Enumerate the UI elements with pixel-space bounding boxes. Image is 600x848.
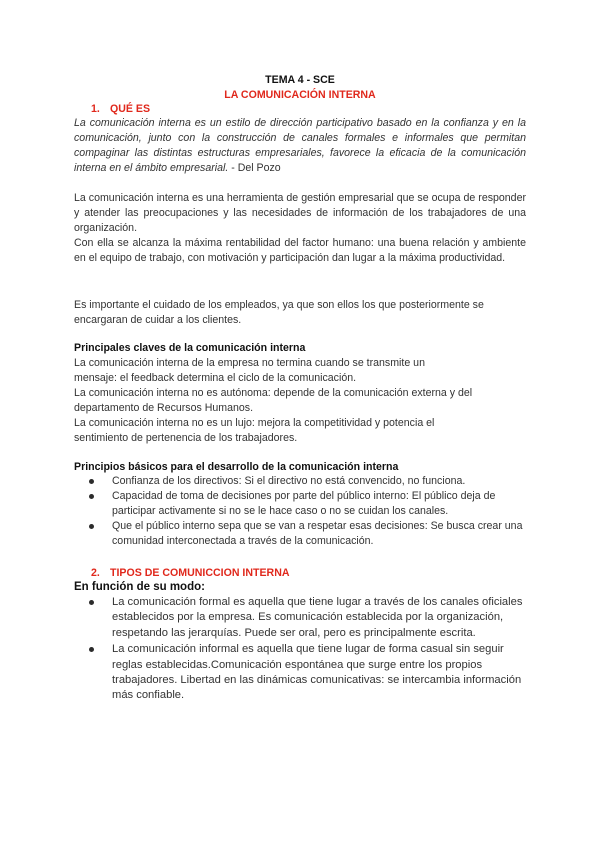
- definition-quote: [74, 116, 526, 176]
- paragraph-rentabilidad: Con ella se alcanza la máxima rentabilidad del factor humano: una buena relación y ambiente en el equipo de trabajo, con motivación y participación dan lugar a la máxima productividad.: [74, 237, 526, 264]
- list-item-text: Capacidad de toma de decisiones por parte del público interno: El público deja de participar activamente si no se le hace caso o no se cuidan los canales.: [112, 490, 496, 517]
- claves-line: mensaje: el feedback determina el ciclo de la comunicación.: [74, 372, 357, 384]
- document-title: TEMA 4 - SCE: [265, 74, 335, 86]
- section-2-number: 2.: [91, 567, 100, 579]
- list-item: [74, 595, 526, 641]
- list-item: [74, 519, 526, 549]
- list-item: [74, 642, 526, 704]
- claves-line: La comunicación interna no es autónoma: depende de la comunicación externa y del: [74, 387, 473, 399]
- list-item-text: La comunicación formal es aquella que tiene lugar a través de los canales oficiales establecidos por la empresa. Es comunicación establecida por la organización, respetando las jerarquías. Puede ser oral, pero es principalmente escrita.: [112, 596, 523, 639]
- list-item-text: Que el público interno sepa que se van a respetar esas decisiones: Se busca crear una comunidad interconectada a través de la comunicación.: [112, 520, 523, 547]
- section-1-number: 1.: [91, 103, 100, 115]
- document-subtitle: LA COMUNICACIÓN INTERNA: [224, 89, 376, 101]
- principios-list: [74, 474, 526, 549]
- claves-heading: Principales claves de la comunicación interna: [74, 342, 306, 354]
- list-item: [74, 474, 526, 489]
- quote-text: La comunicación interna es un estilo de dirección participativo basado en la confianza y en la comunicación, junto con la construcción de canales formales e informales que permitan compaginar las distintas estructuras empresariales, favorece la eficacia de la comunicación interna en el ámbito empresarial.: [74, 117, 526, 174]
- list-item-text: Confianza de los directivos: Si el directivo no está convencido, no funciona.: [112, 475, 466, 487]
- bullet-icon: [89, 600, 94, 605]
- section-2-heading: [91, 566, 543, 581]
- bullet-icon: [89, 494, 94, 499]
- claves-line: La comunicación interna no es un lujo: mejora la competitividad y potencia el: [74, 417, 435, 429]
- intro-paragraphs: [74, 191, 526, 266]
- claves-line: sentimiento de pertenencia de los trabajadores.: [74, 432, 298, 444]
- quote-author: - Del Pozo: [228, 162, 281, 174]
- section-1-title: QUÉ ES: [110, 103, 151, 115]
- claves-line: departamento de Recursos Humanos.: [74, 402, 254, 414]
- bullet-icon: [89, 524, 94, 529]
- list-item-text: La comunicación informal es aquella que tiene lugar de forma casual sin seguir reglas establecidas.Comunicación espontánea que surge entre los propios trabajadores. Libertad en las dinámicas comunicativas: se intercambia información más confiable.: [112, 643, 522, 702]
- principios-heading: Principios básicos para el desarrollo de la comunicación interna: [74, 461, 399, 473]
- bullet-icon: [89, 647, 94, 652]
- modo-list: [74, 595, 526, 705]
- section-1-heading: [91, 102, 543, 117]
- claves-block: [74, 356, 526, 446]
- claves-line: La comunicación interna de la empresa no termina cuando se transmite un: [74, 357, 425, 369]
- modo-heading: En función de su modo:: [74, 581, 205, 593]
- paragraph-cuidado: Es importante el cuidado de los empleados, ya que son ellos los que posteriormente se encargaran de cuidar a los clientes.: [74, 299, 484, 326]
- bullet-icon: [89, 479, 94, 484]
- list-item: [74, 489, 526, 519]
- paragraph-herramienta: La comunicación interna es una herramienta de gestión empresarial que se ocupa de responder y atender las preocupaciones y las necesidades de información de los trabajadores de una organización.: [74, 192, 526, 234]
- section-2-title: TIPOS DE COMUNICCION INTERNA: [110, 567, 290, 579]
